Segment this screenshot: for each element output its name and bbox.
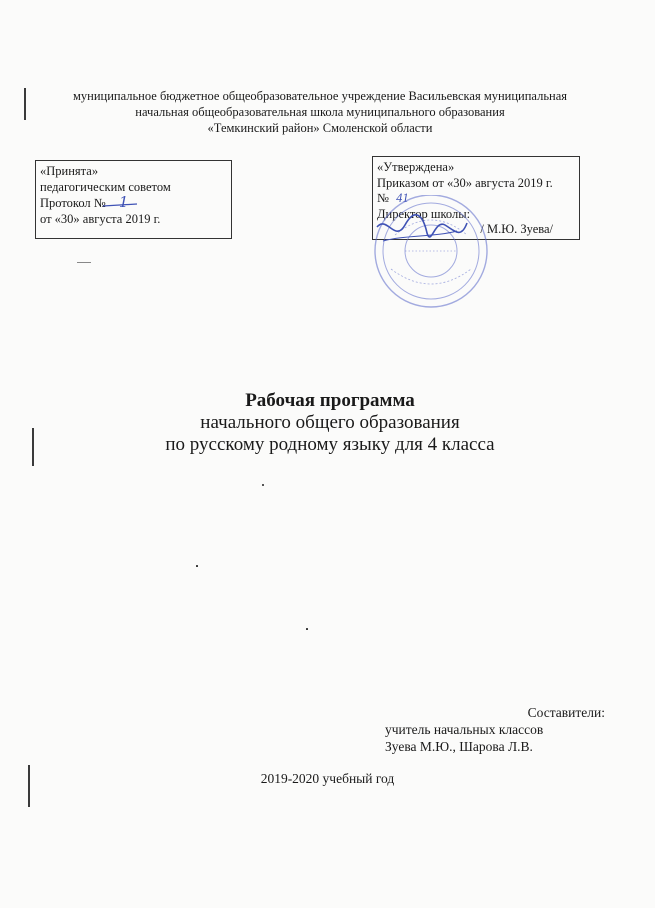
school-header xyxy=(40,88,600,136)
accepted-title: «Принята» xyxy=(40,164,99,178)
scan-dot-4 xyxy=(77,262,91,263)
compilers-block xyxy=(385,704,605,755)
approved-order-label: № xyxy=(377,191,389,205)
scan-mark-top xyxy=(24,88,26,120)
scan-dot-2 xyxy=(306,628,308,630)
compilers-role: учитель начальных классов xyxy=(385,722,544,737)
approved-order: Приказом от «30» августа 2019 г. xyxy=(377,175,553,190)
accepted-date: от «30» августа 2019 г. xyxy=(40,211,161,226)
scan-dot-3 xyxy=(196,565,198,567)
header-line-3: «Темкинский район» Смоленской области xyxy=(207,121,433,135)
scan-dot-1 xyxy=(262,484,264,486)
document-subtitle-2: по русскому родному языку для 4 класса xyxy=(165,434,495,455)
accepted-council: педагогическим советом xyxy=(40,179,171,194)
accepted-protocol-number: 1 xyxy=(118,193,129,211)
scan-mark-middle xyxy=(32,428,34,466)
compilers-label: Составители: xyxy=(527,705,605,720)
document-title: Рабочая программа xyxy=(245,390,415,411)
accepted-protocol-label: Протокол № xyxy=(40,196,106,210)
school-stamp-icon xyxy=(365,195,497,315)
approved-title: «Утверждена» xyxy=(377,160,455,174)
document-title-block xyxy=(40,390,620,456)
approved-director: Директор школы: xyxy=(377,206,471,221)
header-line-2: начальная общеобразовательная школа муниципального образования xyxy=(135,105,505,119)
document-subtitle-1: начального общего образования xyxy=(200,412,460,433)
compilers-names: Зуева М.Ю., Шарова Л.В. xyxy=(385,739,533,754)
approved-order-number: 41 xyxy=(396,191,409,205)
approved-director-name: / М.Ю. Зуева/ xyxy=(480,222,553,236)
academic-year: 2019-2020 учебный год xyxy=(260,771,395,786)
protocol-number-underline xyxy=(101,190,141,210)
header-line-1: муниципальное бюджетное общеобразовательное учреждение Васильевская муниципальная xyxy=(72,89,568,103)
